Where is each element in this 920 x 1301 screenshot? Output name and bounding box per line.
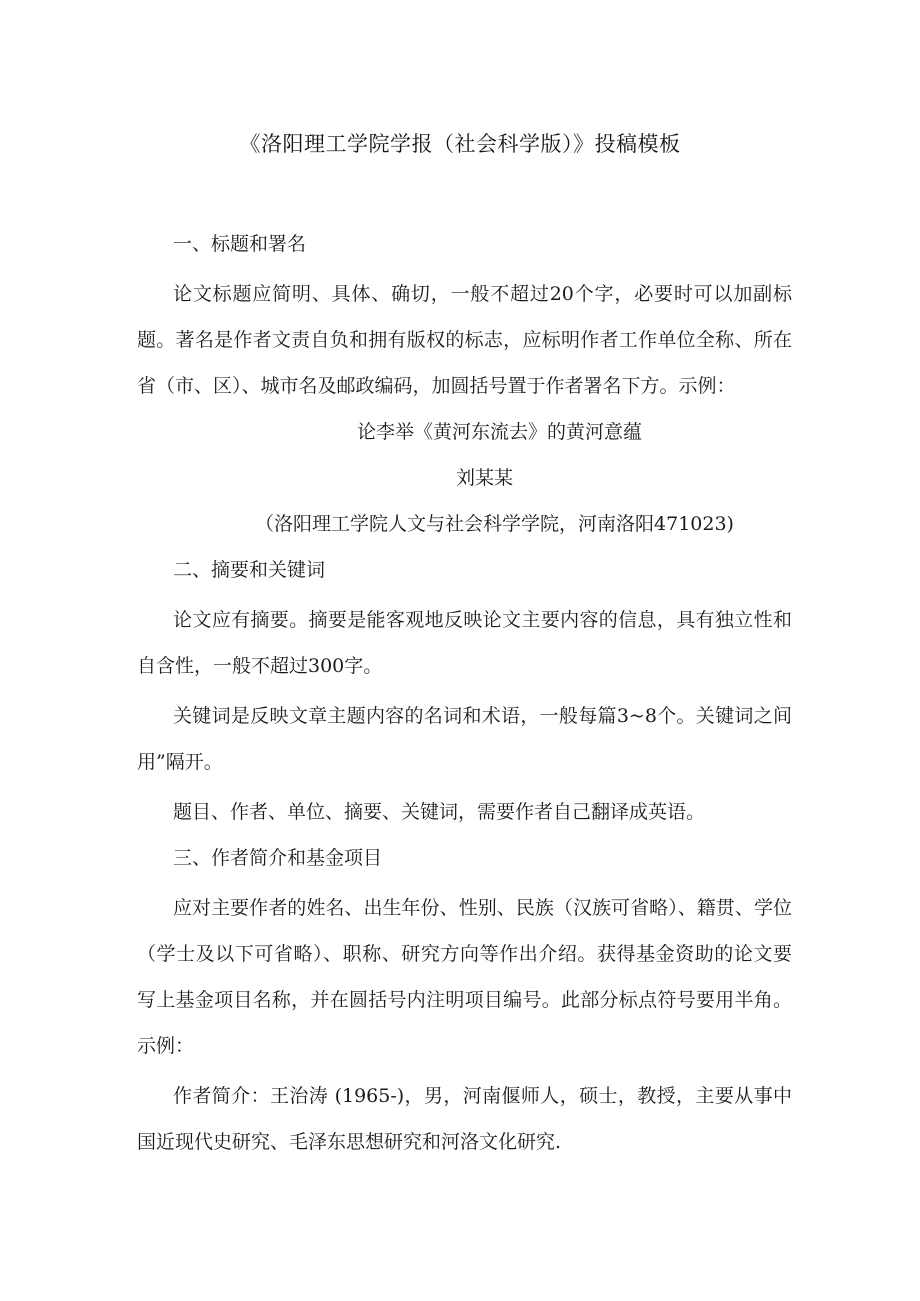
section-heading-author-fund: 三、作者简介和基金项目 <box>173 847 383 869</box>
section-heading-abstract-keywords: 二、摘要和关键词 <box>173 559 326 581</box>
example-affiliation: （洛阳理工学院人文与社会科学学院，河南洛阳471023) <box>255 513 734 535</box>
example-author-name: 刘某某 <box>455 467 513 489</box>
paragraph-abstract-rules: 论文应有摘要。摘要是能客观地反映论文主要内容的信息，具有独立性和自含性，一般不超过300字。 <box>137 609 792 677</box>
paragraph-author-info-rules: 应对主要作者的姓名、出生年份、性别、民族（汉族可省略）、籍贯、学位（学士及以下可省略）、职称、研究方向等作出介绍。获得基金资助的论文要写上基金项目名称，并在圆括号内注明项目编号。此部分标点符号要用半角。示例： <box>137 897 792 1057</box>
section-heading-title-signature: 一、标题和署名 <box>173 233 307 255</box>
document-body <box>137 221 792 1165</box>
paragraph-title-rules: 论文标题应简明、具体、确切，一般不超过20个字，必要时可以加副标题。著名是作者文责自负和拥有版权的标志，应标明作者工作单位全称、所在省（市、区）、城市名及邮政编码，加圆括号置于作者署名下方。示例： <box>137 283 792 397</box>
document-title: 《洛阳理工学院学报（社会科学版）》投稿模板 <box>239 132 681 156</box>
paragraph-author-example: 作者简介：王治涛 (1965-)，男，河南偃师人，硕士，教授，主要从事中国近现代史研究、毛泽东思想研究和河洛文化研究. <box>137 1085 792 1153</box>
paragraph-translation-note: 题目、作者、单位、摘要、关键词，需要作者自己翻译成英语。 <box>173 801 706 823</box>
paragraph-keyword-rules: 关键词是反映文章主题内容的名词和术语，一般每篇3~8个。关键词之间用”隔开。 <box>137 705 792 773</box>
example-article-title: 论李举《黄河东流去》的黄河意蕴 <box>356 421 642 443</box>
